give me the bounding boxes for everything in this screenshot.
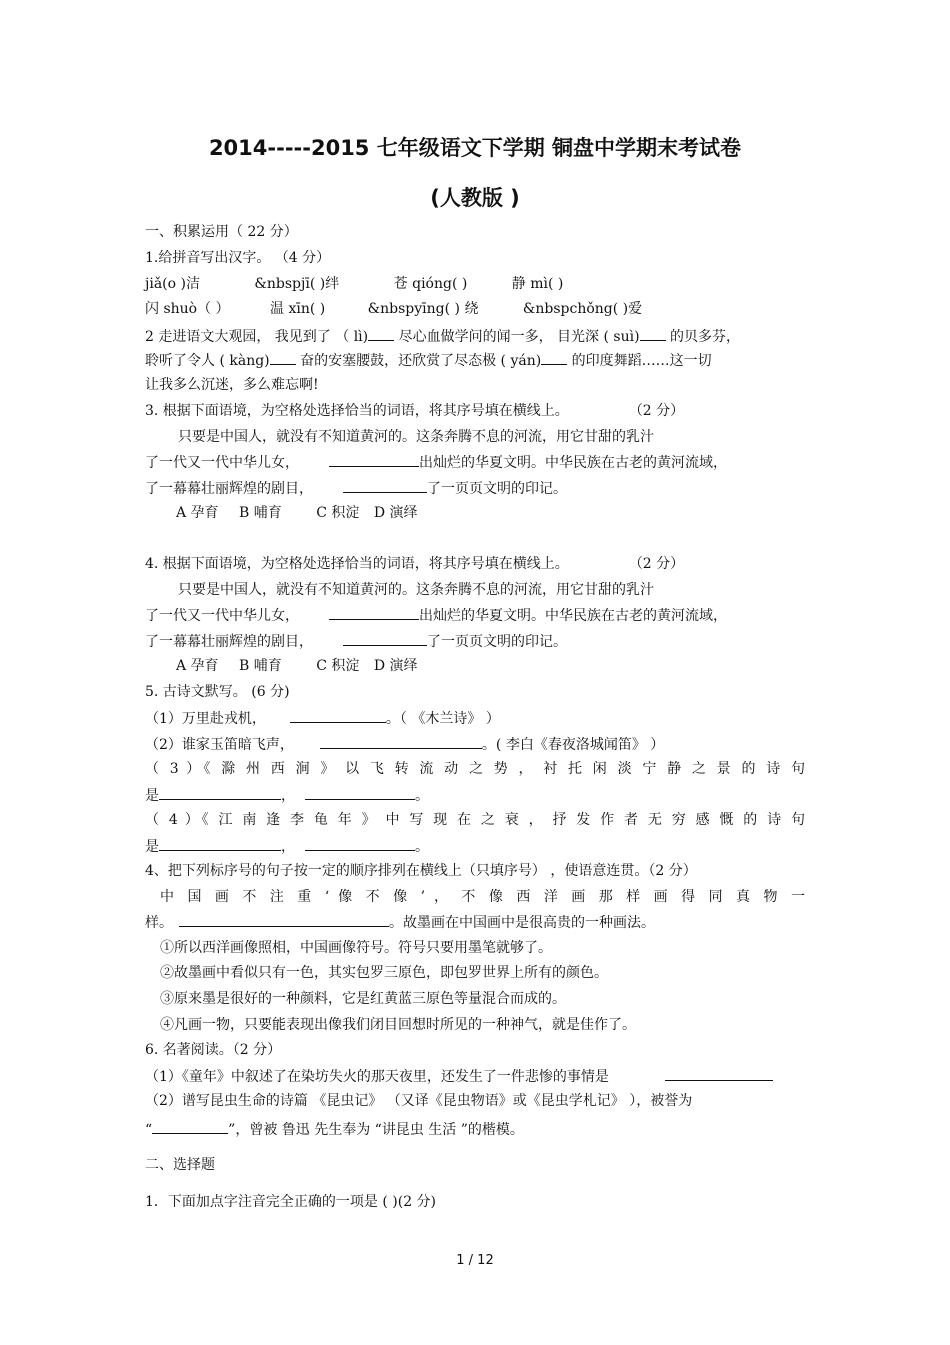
question-stem: 4、把下列标序号的句子按一定的顺序排列在横线上（只填序号） ，使语意连贯。（2 分） <box>145 863 697 879</box>
question-item: 是 ， 。 <box>145 788 429 804</box>
question-item <box>145 760 805 778</box>
answer-blank[interactable] <box>290 709 386 723</box>
document-title: 2014-----2015 七年级语文下学期 铜盘中学期末考试卷 <box>208 136 742 160</box>
question-text: 让我多么沉迷，多么难忘啊! <box>145 377 319 393</box>
score-text: （2 分） <box>628 403 685 419</box>
list-item: ③原来墨是很好的一种颜料，它是红黄蓝三原色等量混合而成的。 <box>160 991 566 1007</box>
pinyin-item: &nbspyīng( ) 绕 <box>367 301 479 317</box>
score-text: （2 分） <box>628 556 685 572</box>
passage-line <box>145 913 655 932</box>
passage-line: 只要是中国人，就没有不知道黄河的。这条奔腾不息的河流，用它甘甜的乳汁 <box>178 429 654 445</box>
answer-blank[interactable] <box>179 913 389 927</box>
answer-blank[interactable] <box>159 786 281 800</box>
choice-option[interactable]: D 演绎 <box>373 658 418 674</box>
text-segment: 了一幕幕壮丽辉煌的剧目， <box>145 481 313 497</box>
answer-blank[interactable] <box>305 786 415 800</box>
question-stem <box>145 402 684 420</box>
list-item: ④凡画一物，只要能表现出像我们闭目回想时所见的一种神气，就是佳作了。 <box>160 1017 636 1033</box>
passage-line <box>160 888 805 906</box>
pinyin-item: 静 mì( ) <box>511 276 564 292</box>
pinyin-item: &nbspchǒng( )爱 <box>522 301 643 317</box>
text-segment: 。（ 《木兰诗》 ） <box>385 711 500 727</box>
question-item <box>145 1067 773 1086</box>
question-stem: 5. 古诗文默写。 (6 分) <box>145 684 290 700</box>
question-text <box>145 351 712 370</box>
answer-blank[interactable] <box>640 327 666 341</box>
section-heading: 二、选择题 <box>145 1157 215 1173</box>
passage-line: 只要是中国人，就没有不知道黄河的。这条奔腾不息的河流，用它甘甜的乳汁 <box>178 582 654 598</box>
answer-blank[interactable] <box>159 837 281 851</box>
text-segment: （ 3 ）《 滁 州 西 涧 》 以 飞 转 流 动 之 势 ， 衬 托 闲 淡 宁 静 之 景 的 诗 句 <box>145 761 805 777</box>
question-item: （2）谱写昆虫生命的诗篇 《昆虫记》 （又译《昆虫物语》或《昆虫学札记》 ），被誉为 <box>145 1093 693 1109</box>
text-segment: 。故墨画在中国画中是很高贵的一种画法。 <box>389 915 655 931</box>
stem-text: 3. 根据下面语境，为空格处选择恰当的词语，将其序号填在横线上。 <box>145 403 569 419</box>
text-segment: （1）万里赴戎机， <box>145 711 266 727</box>
text-segment: 出灿烂的华夏文明。中华民族在古老的黄河流域， <box>419 608 727 624</box>
answer-blank[interactable] <box>270 351 296 365</box>
text-segment: 尽心血做学问的闻一多， 目光深 ( suì) <box>398 329 640 345</box>
question-text <box>145 327 740 346</box>
pinyin-item: 闪 shuò（ ） <box>145 301 230 317</box>
answer-blank[interactable] <box>343 632 427 646</box>
passage-line <box>145 606 727 625</box>
question-stem <box>145 555 684 573</box>
question-item <box>145 1120 524 1139</box>
question-stem: 1．下面加点字注音完全正确的一项是 ( )(2 分) <box>145 1194 437 1210</box>
pinyin-item: 温 xīn( ) <box>270 301 326 317</box>
question-item <box>145 709 500 728</box>
answer-blank[interactable] <box>665 1067 773 1081</box>
question-item <box>145 811 805 829</box>
question-item <box>145 735 664 754</box>
text-segment: 了一幕幕壮丽辉煌的剧目， <box>145 634 313 650</box>
answer-blank[interactable] <box>152 1120 228 1134</box>
text-segment: 奋的安塞腰鼓，还欣赏了尽态极 ( yán) <box>300 353 542 369</box>
text-segment: 的印度舞蹈……这一切 <box>571 353 712 369</box>
choice-option[interactable]: A 孕育 <box>176 658 219 674</box>
text-segment: 是 <box>145 839 159 855</box>
choice-row <box>176 657 418 675</box>
choice-option[interactable]: A 孕育 <box>176 505 219 521</box>
passage-line <box>145 479 567 498</box>
text-segment: 了一代又一代中华儿女， <box>145 455 299 471</box>
answer-blank[interactable] <box>329 453 419 467</box>
text-segment: ”，曾被 鲁迅 先生奉为 “讲昆虫 生活 ”的楷模。 <box>228 1122 524 1138</box>
text-segment: 的贝多芬， <box>669 329 740 345</box>
choice-option[interactable]: C 积淀 <box>316 505 360 521</box>
document-subtitle: (人教版 ) <box>430 186 520 210</box>
list-item: ①所以西洋画像照相，中国画像符号。符号只要用墨笔就够了。 <box>160 940 552 956</box>
answer-blank[interactable] <box>368 327 394 341</box>
text-segment: 了一页页文明的印记。 <box>427 634 567 650</box>
list-item: ②故墨画中看似只有一色，其实包罗三原色，即包罗世界上所有的颜色。 <box>160 965 608 981</box>
pinyin-item: &nbspjī( )绊 <box>254 276 340 292</box>
choice-option[interactable]: C 积淀 <box>316 658 360 674</box>
text-segment: 出灿烂的华夏文明。中华民族在古老的黄河流域， <box>419 455 727 471</box>
text-segment: （1）《童年》中叙述了在染坊失火的那天夜里，还发生了一件悲惨的事情是 <box>145 1069 609 1085</box>
passage-line <box>145 453 727 472</box>
choice-option[interactable]: D 演绎 <box>373 505 418 521</box>
text-segment: 样。 <box>145 915 173 931</box>
answer-blank[interactable] <box>541 351 567 365</box>
choice-option[interactable]: B 哺育 <box>239 505 282 521</box>
text-segment: 了一页页文明的印记。 <box>427 481 567 497</box>
text-segment: 中 国 画 不 注 重 ‘ 像 不 像 ’ ， 不 像 西 洋 画 那 样 画 得 同 真 物 一 <box>160 889 805 905</box>
question-stem: 1.给拼音写出汉字。 （4 分） <box>145 250 331 266</box>
choice-row <box>176 504 418 522</box>
pinyin-item: jiǎ(o )洁 <box>145 276 200 292</box>
question-stem: 6. 名著阅读。（2 分） <box>145 1042 282 1058</box>
pinyin-item: 苍 qióng( ) <box>393 276 468 292</box>
text-segment: （ 4 ）《 江 南 逢 李 龟 年 》 中 写 现 在 之 衰 ， 抒 发 作 者 无 穷 感 慨 的 诗 句 <box>145 812 805 828</box>
pinyin-row <box>145 300 642 318</box>
answer-blank[interactable] <box>305 837 415 851</box>
stem-text: 4. 根据下面语境，为空格处选择恰当的词语，将其序号填在横线上。 <box>145 556 569 572</box>
answer-blank[interactable] <box>343 479 427 493</box>
question-item: 是 ， 。 <box>145 839 429 855</box>
page-number: 1 / 12 <box>456 1253 494 1268</box>
answer-blank[interactable] <box>320 735 482 749</box>
choice-option[interactable]: B 哺育 <box>239 658 282 674</box>
text-segment: 了一代又一代中华儿女， <box>145 608 299 624</box>
text-segment: “ <box>145 1122 153 1138</box>
pinyin-row <box>145 275 563 293</box>
text-segment: 聆听了令人 ( kàng) <box>145 353 270 369</box>
text-segment: 。( 李白《春夜洛城闻笛》 ） <box>481 737 665 753</box>
text-segment: 是 <box>145 788 159 804</box>
answer-blank[interactable] <box>329 606 419 620</box>
text-segment: 2 走进语文大观园， 我见到了 （ lì) <box>145 329 369 345</box>
passage-line <box>145 632 567 651</box>
section-heading: 一、积累运用（ 22 分） <box>145 224 298 240</box>
text-segment: （2）谁家玉笛暗飞声， <box>145 737 294 753</box>
